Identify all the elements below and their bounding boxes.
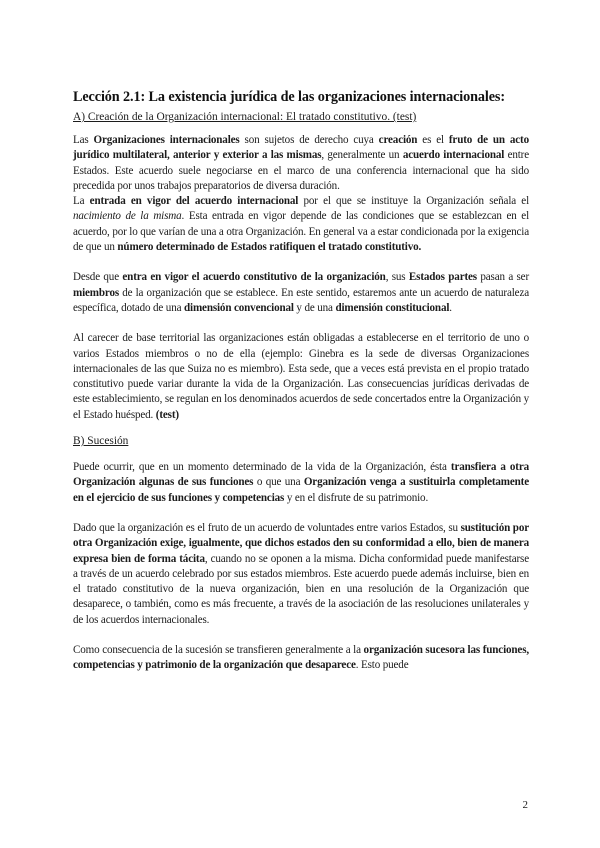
bold-text: Estados partes (408, 271, 477, 284)
page-number: 2 (522, 799, 528, 811)
text-run: . (449, 301, 452, 314)
paragraph-creation (73, 133, 529, 194)
bold-text: sustitución por otra Organización exige, igualmente, que dichos estados den su conformidad a ello, bien de manera expresa bien de forma tácita (73, 521, 529, 565)
bold-text: Organización venga a sustituirla completamente en el ejercicio de sus funciones y competencias (73, 476, 529, 504)
bold-text: Organizaciones internacionales (93, 134, 240, 146)
bold-text: entrada en vigor del acuerdo internacional (89, 195, 299, 208)
text-run: Al carecer de base territorial las organizaciones están obligadas a establecerse en el territorio de uno o varios Estados miembros o no de ella (ejemplo: Ginebra es la sede de diversas Organizaciones internacionales de las que Suiza no es miembro). Esta sede, que a veces está prevista en el propio tratado constitutivo puede variar durante la vida de la Organización. Las consecuencias jurídicas derivadas de este establecimiento, se regulan en los denominados acuerdos de sede concertados entre la Organización y el Estado huésped. (73, 332, 529, 421)
text-run: es el (417, 134, 449, 146)
text-run: . Esto puede (355, 659, 409, 672)
bold-text: dimensión constitucional (335, 301, 450, 314)
text-run: Como consecuencia de la sucesión se transfieren generalmente a la (73, 644, 364, 657)
bold-text: entra en vigor el acuerdo constitutivo de la organización (122, 271, 386, 284)
text-run: Desde que (73, 271, 123, 284)
text-run: , cuando no se oponen a la misma. Dicha conformidad puede manifestarse a través de un acuerdo celebrado por sus estados miembros. Este acuerdo puede además incluirse, bien en el tratado constitutivo de la nueva organización, bien en una resolución de la Organización que desaparece, o también, como es más frecuente, a través de la asociación de las resoluciones unilaterales y de los acuerdos internacionales. (73, 552, 529, 626)
bold-text: número determinado de Estados ratifiquen el tratado constitutivo. (117, 241, 422, 254)
italic-text: nacimiento de la misma (73, 210, 182, 223)
text-run: son sujetos de derecho cuya (239, 134, 379, 146)
text-run: y en el disfrute de su patrimonio. (284, 491, 429, 504)
text-run: , generalmente un (321, 149, 403, 162)
bold-text: transfiera a otra Organización algunas de sus funciones (73, 461, 529, 489)
text-run: Las (73, 134, 94, 146)
text-run: por el que se instituye la Organización señala el (298, 195, 530, 208)
text-run: La (73, 195, 90, 208)
paragraph-succession-transfer (73, 643, 529, 674)
bold-text: fruto de un acto jurídico multilateral, anterior y exterior a las mismas (73, 134, 529, 162)
bold-text: creación (378, 134, 418, 146)
paragraph-member-states (73, 270, 529, 316)
text-run: o que una (253, 476, 304, 489)
text-run: , sus (385, 271, 409, 284)
text-run: de la organización que se establece. En este sentido, estaremos ante un acuerdo de naturaleza específica, dotado de una (73, 286, 529, 314)
paragraph-entry-into-force (73, 194, 529, 255)
bold-text: acuerdo internacional (402, 149, 505, 162)
text-run: Dado que la organización es el fruto de un acuerdo de voluntades entre varios Estados, su (73, 521, 461, 534)
page-content (73, 88, 529, 674)
paragraph-headquarters (73, 331, 529, 423)
section-b-heading: B) Sucesión (73, 435, 129, 448)
paragraph-succession-consent (73, 521, 529, 628)
text-run: Puede ocurrir, que en un momento determinado de la vida de la Organización, ésta (73, 461, 451, 474)
bold-text: miembros (73, 286, 120, 299)
section-a-heading: A) Creación de la Organización internacional: El tratado constitutivo. (test) (73, 111, 417, 123)
paragraph-succession-intro (73, 460, 529, 506)
bold-text: organización sucesora las funciones, competencias y patrimonio de la organización que desaparece (73, 644, 529, 672)
bold-text: (test) (155, 408, 179, 421)
text-run: entre Estados. Este acuerdo suele negociarse en el marco de una conferencia internacional que ha sido precedida por unos trabajos preparatorios de diversa duración. (73, 149, 529, 192)
bold-text: dimensión convencional (184, 301, 294, 314)
text-run: . Esta entrada en vigor depende de las condiciones que se establezcan en el acuerdo, por lo que varían de una a otra Organización. En general va a estar condicionada por la exigencia de que un (73, 210, 529, 254)
lesson-title: Lección 2.1: La existencia jurídica de las organizaciones internacionales: (73, 89, 505, 105)
text-run: pasan a ser (476, 271, 529, 284)
text-run: y de una (293, 301, 336, 314)
